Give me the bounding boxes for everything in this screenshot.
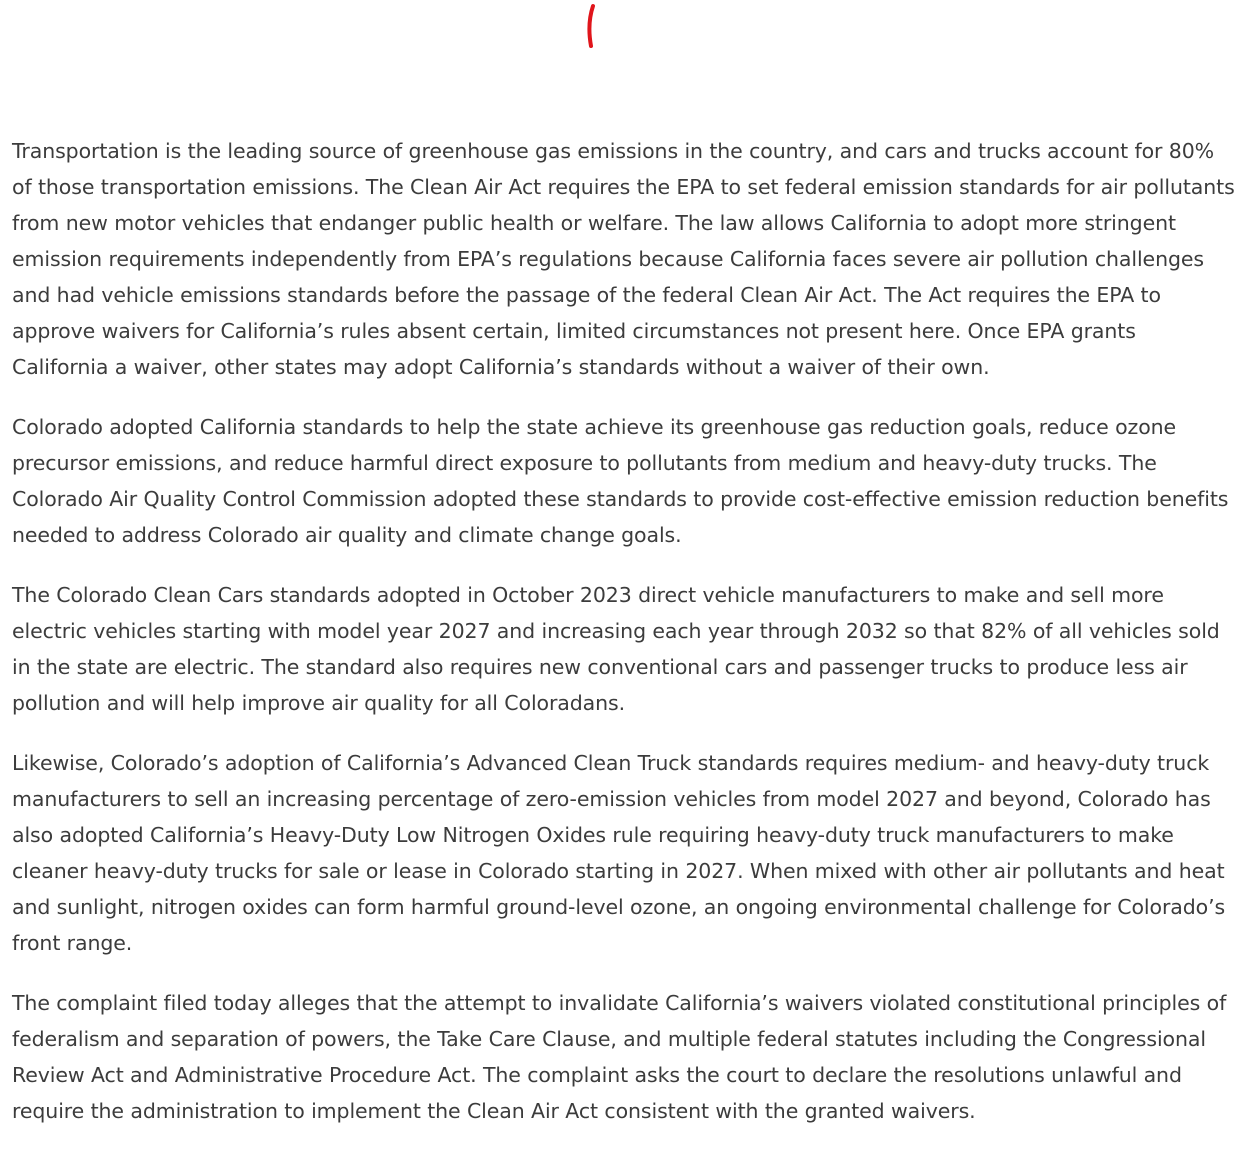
paragraph-transportation-emissions: Transportation is the leading source of greenhouse gas emissions in the country, and cars and trucks account for 80% of those transportation emissions. The Clean Air Act requires the EPA to set federal emission standards for air pollutants from new motor vehicles that endanger public health or welfare. The law allows California to adopt more stringent emission requirements independently from EPA’s regulations because California faces severe air pollution challenges and had vehicle emissions standards before the passage of the federal Clean Air Act. The Act requires the EPA to approve waivers for California’s rules absent certain, limited circumstances not present here. Once EPA grants California a waiver, other states may adopt California’s standards without a waiver of their own.: [12, 139, 1235, 379]
article-body: [12, 133, 1238, 1129]
paragraph-clean-truck-standards: Likewise, Colorado’s adoption of California’s Advanced Clean Truck standards requires medium- and heavy-duty truck manufacturers to sell an increasing percentage of zero-emission vehicles from model 2027 and beyond, Colorado has also adopted California’s Heavy-Duty Low Nitrogen Oxides rule requiring heavy-duty truck manufacturers to make cleaner heavy-duty trucks for sale or lease in Colorado starting in 2027. When mixed with other air pollutants and heat and sunlight, nitrogen oxides can form harmful ground-level ozone, an ongoing environmental challenge for Colorado’s front range.: [12, 751, 1226, 955]
red-cursor-mark: [586, 2, 596, 50]
paragraph-clean-cars-standards: The Colorado Clean Cars standards adopted in October 2023 direct vehicle manufacturers to make and sell more electric vehicles starting with model year 2027 and increasing each year through 2032 so that 82% of all vehicles sold in the state are electric. The standard also requires new conventional cars and passenger trucks to produce less air pollution and will help improve air quality for all Coloradans.: [12, 583, 1220, 715]
paragraph-colorado-adoption: Colorado adopted California standards to help the state achieve its greenhouse gas reduction goals, reduce ozone precursor emissions, and reduce harmful direct exposure to pollutants from medium and heavy-duty trucks. The Colorado Air Quality Control Commission adopted these standards to provide cost-effective emission reduction benefits needed to address Colorado air quality and climate change goals.: [12, 415, 1229, 547]
paragraph-complaint: The complaint filed today alleges that the attempt to invalidate California’s waivers violated constitutional principles of federalism and separation of powers, the Take Care Clause, and multiple federal statutes including the Congressional Review Act and Administrative Procedure Act. The complaint asks the court to declare the resolutions unlawful and require the administration to implement the Clean Air Act consistent with the granted waivers.: [12, 991, 1227, 1123]
